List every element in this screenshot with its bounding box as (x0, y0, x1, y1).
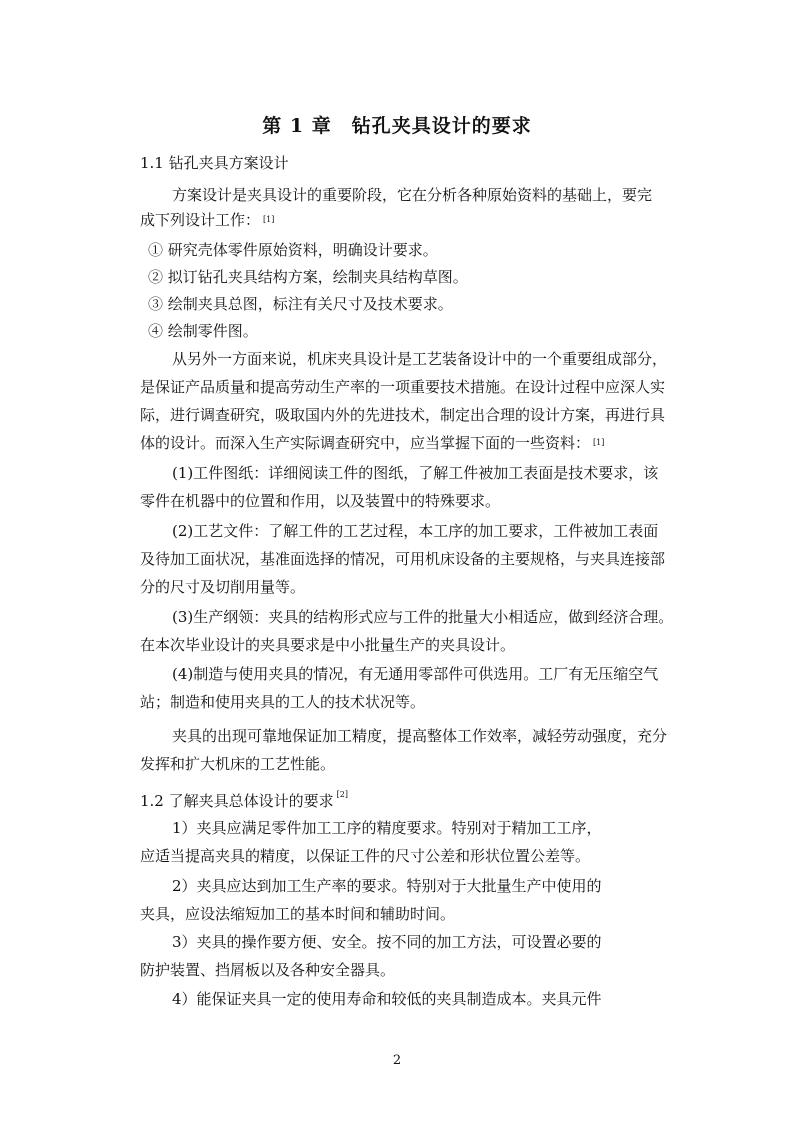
paragraph-line: 分的尺寸及切削用量等。 (140, 578, 306, 596)
list-item: ② 拟订钻孔夹具结构方案，绘制夹具结构草图。 (148, 268, 468, 286)
paragraph-line: 1）夹具应满足零件加工工序的精度要求。特别对于精加工工序， (172, 819, 602, 837)
paragraph-line: 从另外一方面来说，机床夹具设计是工艺装备设计中的一个重要组成部分， (172, 350, 668, 368)
paragraph-line: (4)制造与使用夹具的情况，有无通用零部件可供选用。工厂有无压缩空气 (172, 665, 659, 683)
paragraph-line (140, 210, 274, 230)
section-heading-text: 1.2 了解夹具总体设计的要求 (140, 792, 334, 810)
section-heading-1-2 (140, 790, 348, 811)
paragraph-line (140, 433, 604, 453)
list-item: ④ 绘制零件图。 (148, 322, 258, 340)
paragraph-line: 夹具的出现可靠地保证加工精度，提高整体工作效率，减轻劳动强度，充分 (172, 727, 668, 745)
paragraph-line: 夹具，应设法缩短加工的基本时间和辅助时间。 (140, 905, 456, 923)
paragraph-line: 3）夹具的操作要方便、安全。按不同的加工方法，可设置必要的 (172, 933, 602, 951)
paragraph-line: 际，进行调查研究，吸取国内外的先进技术，制定出合理的设计方案，再进行具 (140, 406, 666, 424)
paragraph-text: 成下列设计工作： (140, 211, 261, 229)
list-item: ① 研究壳体零件原始资料，明确设计要求。 (148, 241, 438, 259)
paragraph-line: 零件在机器中的位置和作用，以及装置中的特殊要求。 (140, 492, 501, 510)
chapter-title: 第 1 章 钻孔夹具设计的要求 (262, 115, 532, 137)
paragraph-line: 2）夹具应达到加工生产率的要求。特别对于大批量生产中使用的 (172, 877, 602, 895)
paragraph-line: 防护装置、挡屑板以及各种安全器具。 (140, 961, 396, 979)
paragraph-line: 站；制造和使用夹具的工人的技术状况等。 (140, 693, 426, 711)
citation-mark: [2] (336, 790, 348, 799)
paragraph-line: 应适当提高夹具的精度，以保证工件的尺寸公差和形状位置公差等。 (140, 847, 591, 865)
citation-mark: [1] (593, 438, 605, 447)
paragraph-line: 方案设计是夹具设计的重要阶段，它在分析各种原始资料的基础上，要完 (172, 186, 653, 204)
paragraph-line: 及待加工面状况，基准面选择的情况，可用机床设备的主要规格，与夹具连接部 (140, 550, 666, 568)
section-heading-1-1: 1.1 钻孔夹具方案设计 (140, 154, 289, 172)
citation-mark: [1] (263, 215, 275, 224)
paragraph-line: (1)工件图纸：详细阅读工件的图纸，了解工件被加工表面是技术要求，该 (172, 464, 659, 482)
paragraph-line: 4）能保证夹具一定的使用寿命和较低的夹具制造成本。夹具元件 (172, 990, 602, 1008)
paragraph-line: 是保证产品质量和提高劳动生产率的一项重要技术措施。在设计过程中应深人实 (140, 378, 666, 396)
paragraph-line: (3)生产纲领：夹具的结构形式应与工件的批量大小相适应，做到经济合理。 (172, 608, 674, 626)
page-number: 2 (392, 1053, 402, 1068)
paragraph-line: 在本次毕业设计的夹具要求是中小批量生产的夹具设计。 (140, 636, 516, 654)
paragraph-text: 体的设计。而深入生产实际调查研究中，应当掌握下面的一些资料： (140, 434, 591, 452)
list-item: ③ 绘制夹具总图，标注有关尺寸及技术要求。 (148, 295, 453, 313)
paragraph-line: 发挥和扩大机床的工艺性能。 (140, 755, 336, 773)
paragraph-line: (2)工艺文件：了解工件的工艺过程，本工序的加工要求，工件被加工表面 (172, 522, 659, 540)
